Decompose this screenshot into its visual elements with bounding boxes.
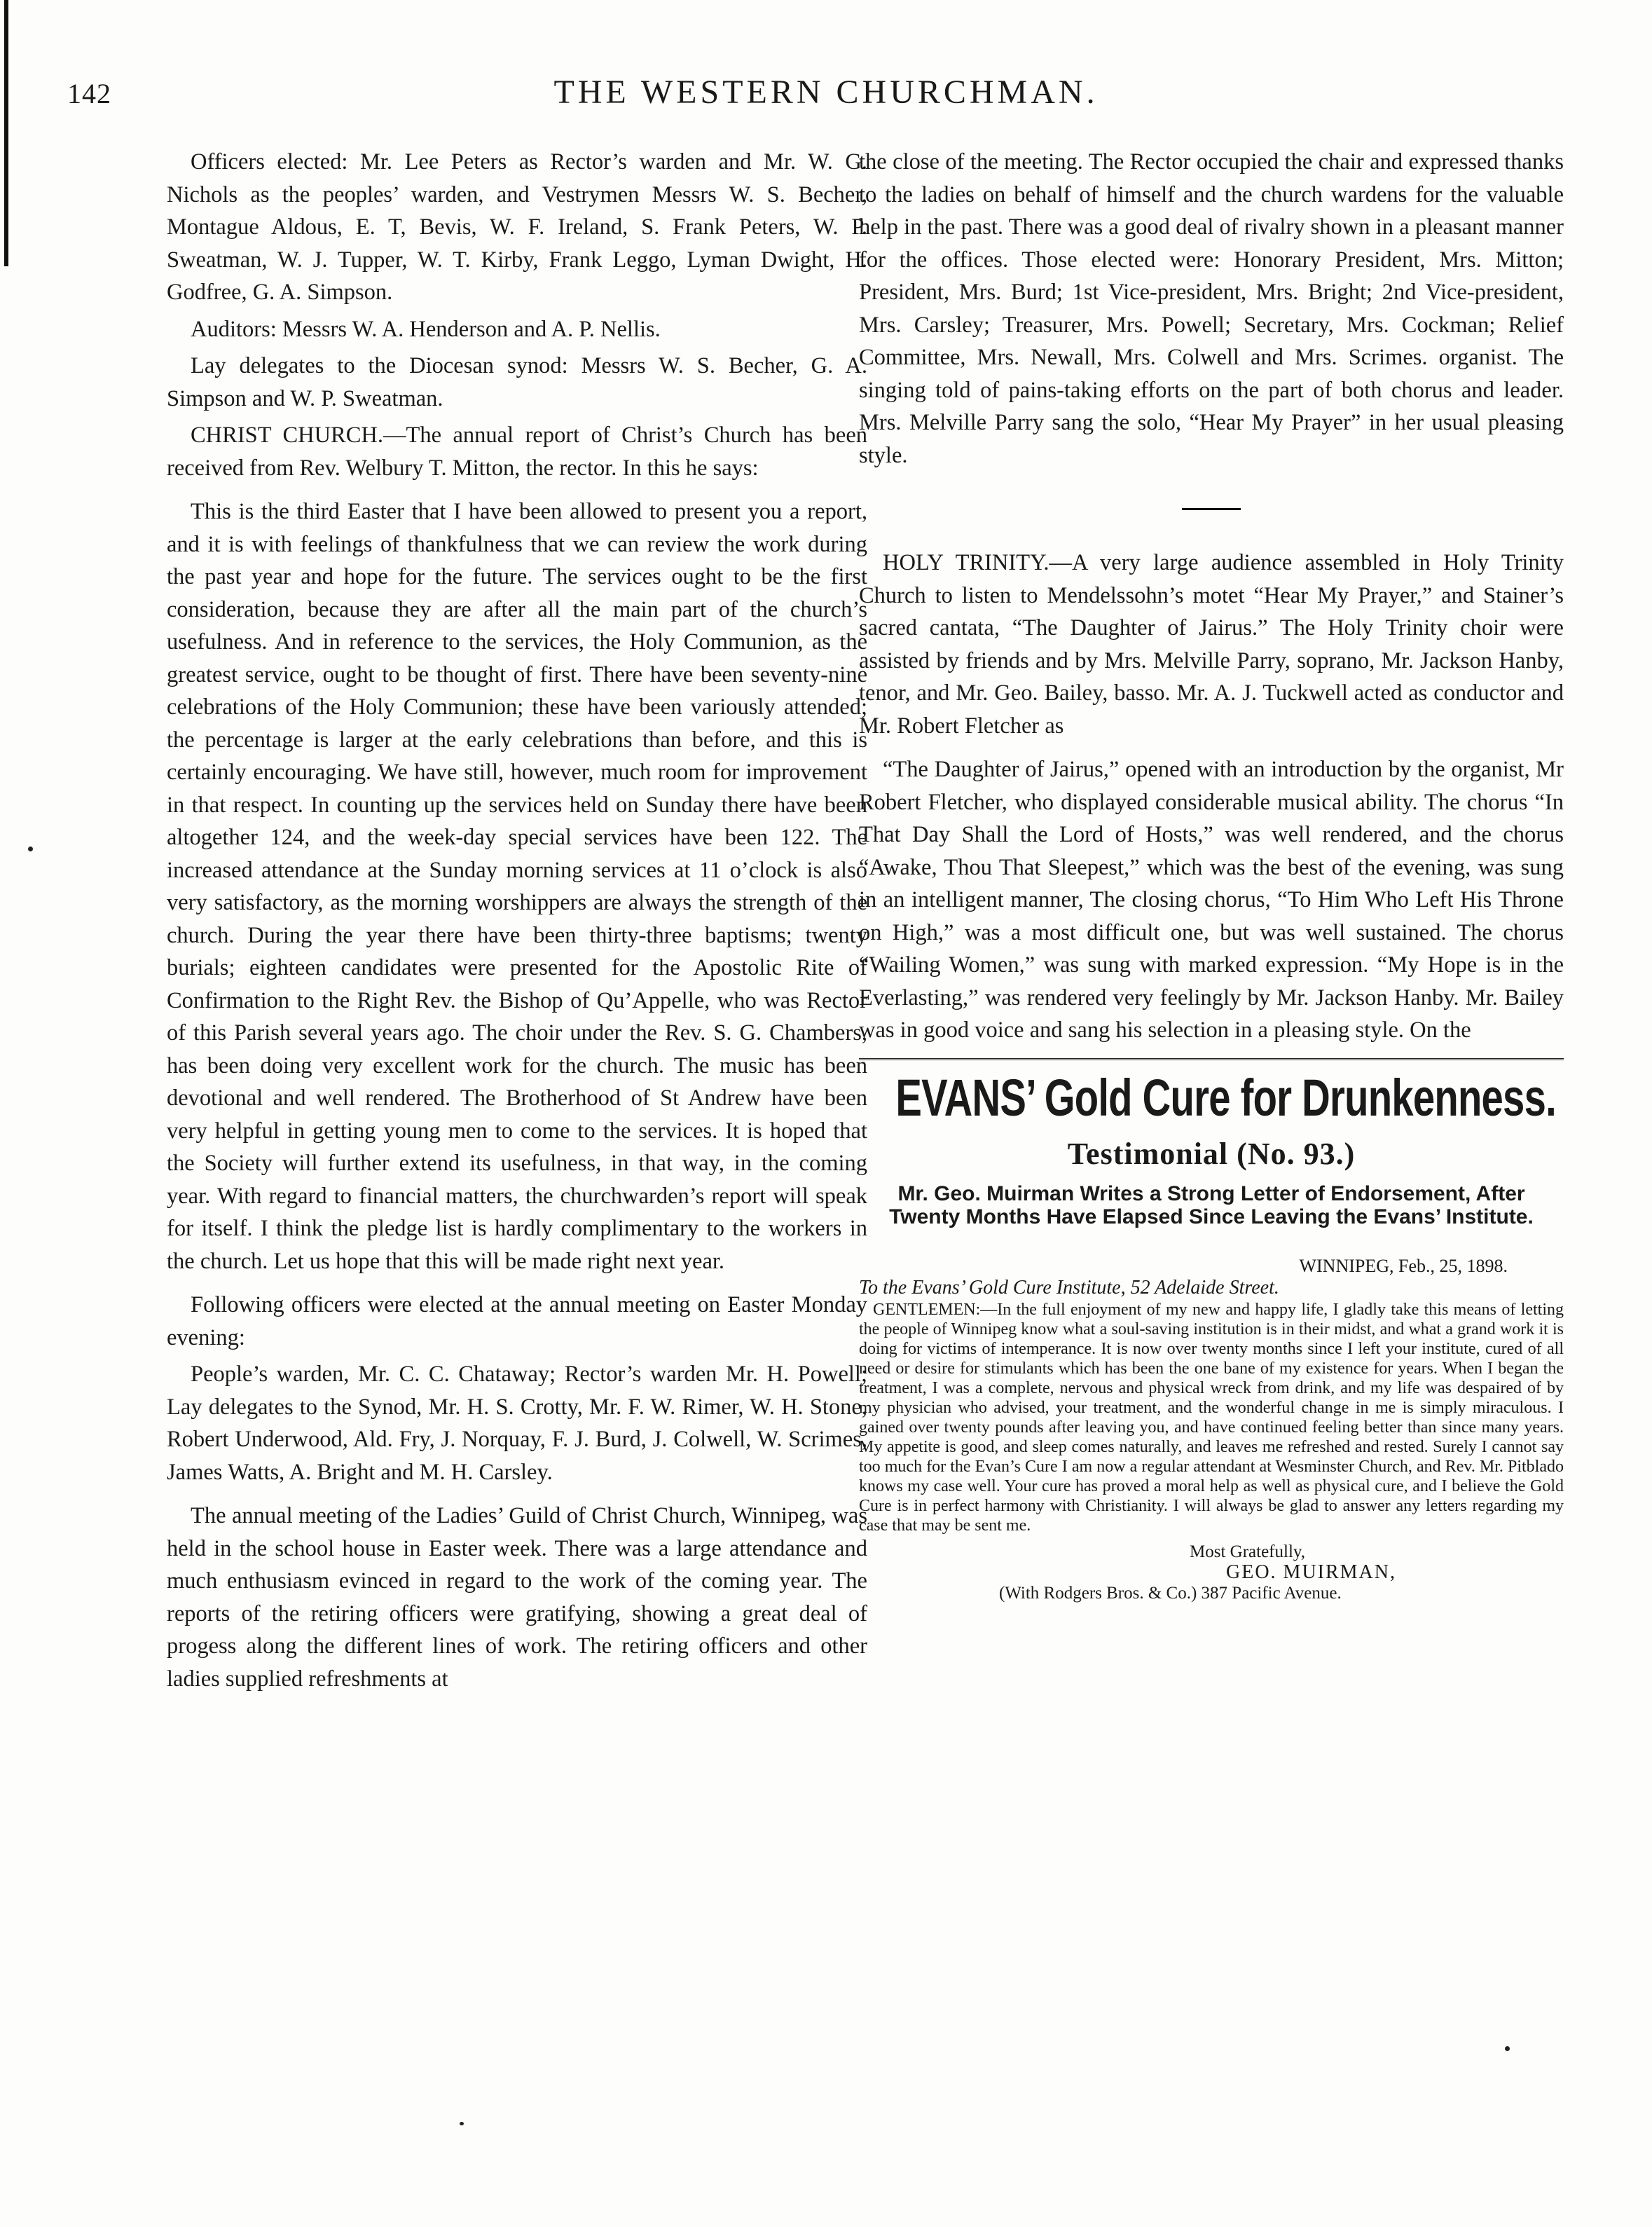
letter-address: To the Evans’ Gold Cure Institute, 52 Adelaide Street. — [859, 1276, 1279, 1298]
auditors-paragraph: Auditors: Messrs W. A. Henderson and A. P. Nellis. — [191, 316, 661, 342]
letter-affiliation: (With Rodgers Bros. & Co.) 387 Pacific Avenue. — [999, 1583, 1342, 1603]
page-header — [0, 73, 1652, 129]
print-speck — [460, 2122, 464, 2125]
easter-meeting-paragraph: Following officers were elected at the annual meeting on Easter Monday evening: — [167, 1292, 867, 1350]
rector-report-paragraph: This is the third Easter that I have been allowed to present you a report, and it is with feelings of thankfulness that we can review the work during the past year and hope for the future. The services ought to be the first consideration, because they are after all the main part of the church’s usefulness. And in reference to the services, the Holy Communion, as the greatest service, ought to be thought of first. There have been seventy-nine celebrations of the Holy Communion; these have been variously attended; the percentage is larger at the early celebrations than before, and this is certainly encouraging. We have still, however, much room for improvement in that respect. In counting up the services held on Sunday there have been altogether 124, and the week-day special services have been 122. The increased attendance at the Sunday morning services at 11 o’clock is also very satisfactory, as the morning worshippers are always the strength of the church. During the year there have been thirty-three baptisms; twenty burials; eighteen candidates were presented for the Apostolic Rite of Confirmation to the Right Rev. the Bishop of Qu’Appelle, who was Rector of this Parish several years ago. The choir under the Rev. S. G. Chambers, has been doing very excellent work for the church. The music has been devotional and well rendered. The Brotherhood of St Andrew have been very helpful in getting young men to come to the services. It is hoped that the Society will further extend its usefulness, in that way, in the coming year. With regard to financial matters, the churchwarden’s report will speak for itself. I think the pledge list is hardly complimentary to the workers in the church. Let us hope that this will be made right next year. — [167, 499, 867, 1274]
ad-headline: Mr. Geo. Muirman Writes a Strong Letter of Endorsement, After Twenty Months Have Elapsed Since Leaving the Evans’ Institute. — [889, 1181, 1534, 1228]
daughter-of-jairus-paragraph: “The Daughter of Jairus,” opened with an introduction by the organist, Mr Robert Fletcher, who displayed considerable musical ability. The chorus “In That Day Shall the Lord of Hosts,” was well rendered, and the chorus “Awake, Thou That Sleepest,” which was the best of the evening, was sung in an intelligent manner, The closing chorus, “To Him Who Left His Throne on High,” was a most difficult one, but was well sustained. The chorus “Wailing Women,” was sung with marked expression. “My Hope is in the Everlasting,” was rendered very feelingly by Mr. Jackson Hanby. Mr. Bailey was in good voice and sang his selection in a pleasing style. On the — [859, 757, 1564, 1043]
evans-advertisement — [859, 1058, 1564, 1604]
lay-delegates-paragraph: Lay delegates to the Diocesan synod: Messrs W. S. Becher, G. A. Simpson and W. P. Sweatman. — [167, 353, 867, 411]
letter-dateline: WINNIPEG, Feb., 25, 1898. — [1299, 1255, 1508, 1276]
officers-elected-paragraph: Officers elected: Mr. Lee Peters as Rector’s warden and Mr. W. G. Nichols as the peoples’ warden, and Vestrymen Messrs W. S. Becher, Montague Aldous, E. T, Bevis, W. F. Ireland, S. Frank Peters, W. P. Sweatman, W. J. Tupper, W. T. Kirby, Frank Leggo, Lyman Dwight, H. Godfree, G. A. Simpson. — [167, 149, 867, 305]
right-column — [859, 146, 1564, 1604]
print-speck — [28, 847, 33, 851]
letter-signature: GEO. MUIRMAN, — [1226, 1561, 1396, 1583]
ladies-guild-paragraph: The annual meeting of the Ladies’ Guild of Christ Church, Winnipeg, was held in the school house in Easter week. There was a large attendance and much enthusiasm evinced in regard to the work of the coming year. The reports of the retiring officers were gratifying, showing a great deal of progess along the different lines of work. The retiring officers and other ladies supplied refreshments at — [167, 1503, 867, 1692]
christ-church-intro-paragraph: CHRIST CHURCH.—The annual report of Christ’s Church has been received from Rev. Welbury T. Mitton, the rector. In this he says: — [167, 423, 867, 481]
letter-body: GENTLEMEN:—In the full enjoyment of my new and happy life, I gladly take this means of letting the people of Winnipeg know what a soul-saving institution is in their midst, and what a grand work it is doing for victims of intemperance. It is now over twenty months since I left your institute, cured of all need or desire for stimulants which has been the one bane of my existence for years. When I began the treatment, I was a complete, nervous and physical wreck from drink, and my life was despaired of by my physician who advised, your treatment, and the wonderful change in me is simply miraculous. I gained over twenty pounds after leaving you, and have continued feeling better than since many years. My appetite is good, and sleep comes naturally, and leaves me refreshed and rested. Surely I cannot say too much for the Evan’s Cure I am now a regular attendant at Wesminster Church, and Rev. Mr. Pitblado knows my case well. Your cure has proved a moral help as well as physical cure, and I believe the Gold Cure is in perfect harmony with Christianity. I will always be glad to answer any letters regarding my case that may be sent me. — [859, 1300, 1564, 1535]
print-speck — [1505, 2046, 1510, 2051]
section-divider — [1182, 508, 1241, 510]
ad-title: EVANS’ Gold Cure for Drunkenness. — [895, 1068, 1556, 1127]
letter-closing: Most Gratefully, — [1190, 1542, 1306, 1561]
ladies-guild-continued-paragraph: the close of the meeting. The Rector occupied the chair and expressed thanks to the ladies on behalf of himself and the church wardens for the valuable help in the past. There was a good deal of rivalry shown in a pleasant manner for the offices. Those elected were: Honorary President, Mrs. Mitton; President, Mrs. Burd; 1st Vice-president, Mrs. Bright; 2nd Vice-president, Mrs. Carsley; Treasurer, Mrs. Powell; Secretary, Mrs. Cockman; Relief Committee, Mrs. Newall, Mrs. Colwell and Mrs. Scrimes. organist. The singing told of pains-taking efforts on the part of both chorus and leader. Mrs. Melville Parry sang the solo, “Hear My Prayer” in her usual pleasing style. — [859, 149, 1564, 468]
holy-trinity-paragraph: HOLY TRINITY.—A very large audience assembled in Holy Trinity Church to listen to Mendelssohn’s motet “Hear My Prayer,” and Stainer’s sacred cantata, “The Daughter of Jairus.” The Holy Trinity choir were assisted by friends and by Mrs. Melville Parry, soprano, Mr. Jackson Hanby, tenor, and Mr. Geo. Bailey, basso. Mr. A. J. Tuckwell acted as conductor and Mr. Robert Fletcher as — [859, 550, 1564, 739]
wardens-paragraph: People’s warden, Mr. C. C. Chataway; Rector’s warden Mr. H. Powell; Lay delegates to the Synod, Mr. H. S. Crotty, Mr. F. W. Rimer, W. H. Stone, Robert Underwood, Ald. Fry, J. Norquay, F. J. Burd, J. Colwell, W. Scrimes, James Watts, A. Bright and M. H. Carsley. — [167, 1362, 867, 1485]
testimonial-letter — [859, 1256, 1564, 1604]
page-edge-line — [4, 0, 8, 266]
running-title: THE WESTERN CHURCHMAN. — [553, 74, 1099, 111]
ad-top-rule — [859, 1058, 1564, 1060]
left-column — [167, 146, 867, 1699]
ad-subtitle: Testimonial (No. 93.) — [1067, 1136, 1356, 1171]
page-number: 142 — [67, 78, 111, 109]
